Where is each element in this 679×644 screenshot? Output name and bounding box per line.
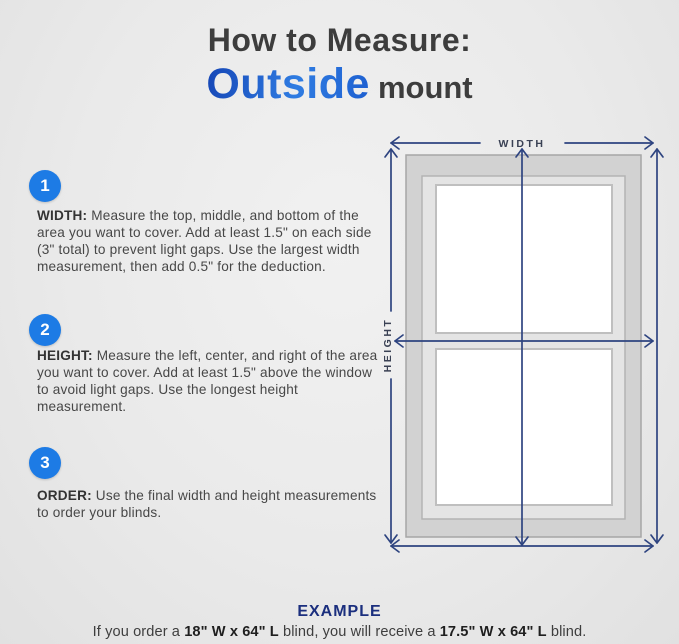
height-arrow-right [651,149,663,543]
example-section [0,603,679,640]
example-middle: blind, you will receive a [278,624,440,640]
step-1-text [37,207,387,276]
example-sentence [0,624,679,640]
width-arrow-label: WIDTH [498,138,546,150]
step-3-body: Use the final width and height measurements to order your blinds. [37,488,377,521]
step-1-badge: 1 [29,170,61,202]
title-highlight-outside: Outside [206,59,370,108]
window-pane-upper [436,185,612,333]
step-3-text [37,487,387,521]
example-prefix: If you order a [92,624,185,640]
title-line-2 [0,59,679,108]
example-received-size: 17.5" W x 64" L [439,624,547,640]
step-1-label: WIDTH: [37,208,88,223]
example-ordered-size: 18" W x 64" L [184,624,279,640]
step-2-body: Measure the left, center, and right of the area you want to cover. Add at least 1.5" above the window to avoid light gaps. Use the longest height measurement. [37,348,378,415]
step-3-badge: 3 [29,447,61,479]
step-2-text [37,347,387,416]
example-heading: EXAMPLE [297,603,382,620]
step-3-label: ORDER: [37,488,92,503]
step-2-badge: 2 [29,314,61,346]
window-pane-lower [436,349,612,505]
step-2-label: HEIGHT: [37,348,93,363]
page-title [0,24,679,107]
example-suffix: blind. [546,624,587,640]
window-measurement-diagram [379,128,675,564]
title-line-1: How to Measure: [207,22,472,58]
height-arrow-label: HEIGHT [382,317,394,373]
title-suffix-mount: mount [377,69,473,105]
step-1-body: Measure the top, middle, and bottom of the area you want to cover. Add at least 1.5" on each side (3" total) to prevent light gaps. Use the largest width measurement, then add 0.5" for the deduction. [37,208,372,275]
